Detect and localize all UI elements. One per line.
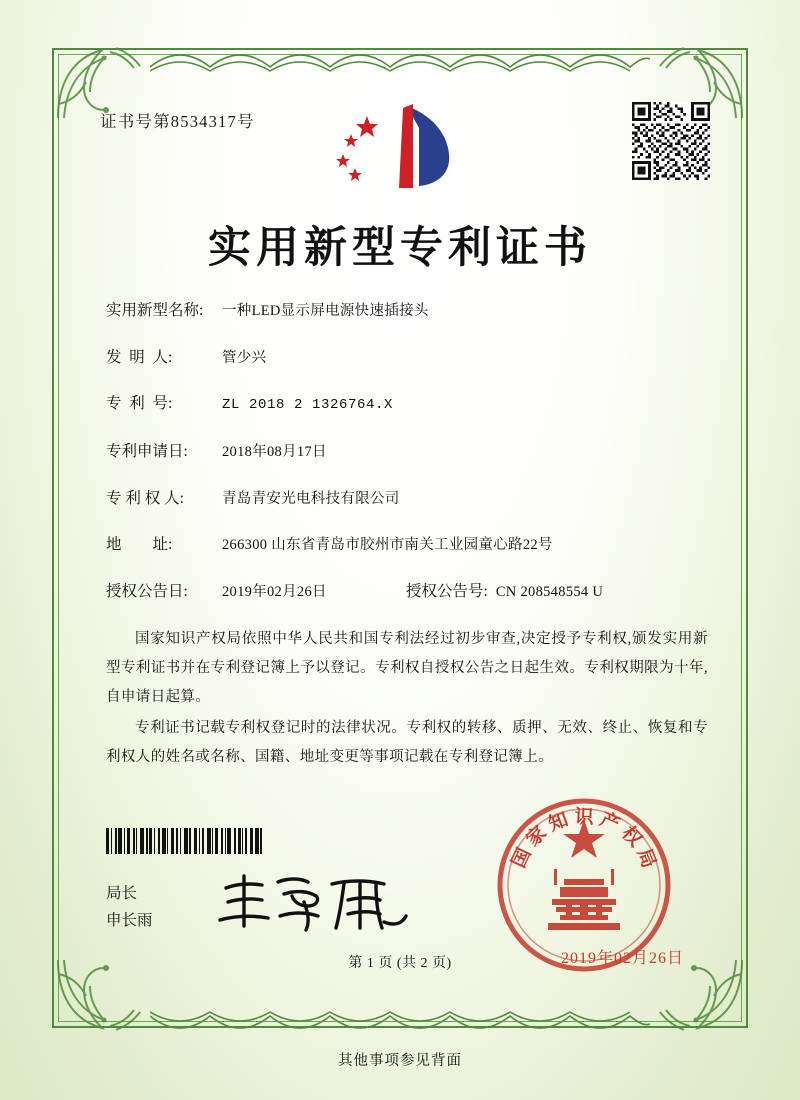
field-value: 管少兴 (222, 349, 267, 366)
barcode (106, 828, 331, 854)
qr-code (632, 102, 710, 180)
field-value: 一种LED显示屏电源快速插接头 (222, 303, 429, 319)
certificate-content (78, 80, 722, 1000)
field-value: 青岛青安光电科技有限公司 (222, 490, 400, 507)
field-row-inventor (106, 347, 712, 369)
page-number: 第 1 页 (共 2 页) (348, 956, 452, 971)
cnipa-patent-logo (315, 98, 485, 196)
field-list (106, 300, 712, 628)
field-label: 地 址: (106, 536, 173, 554)
field-row-patent-number (106, 393, 712, 416)
field-label: 实用新型名称: (106, 302, 204, 319)
field-row-patentee (106, 488, 712, 510)
grant-date-group (106, 581, 406, 603)
seal-date: 2019年02月26日 (560, 950, 684, 967)
director-signature (208, 868, 418, 938)
legal-paragraph-1: 国家知识产权局依照中华人民共和国专利法经过初步审查,决定授予专利权,颁发实用新型专利证书并在专利登记簿上予以登记。专利权自授权公告之日起生效。专利权期限为十年,自申请日起算。 (106, 631, 708, 705)
field-value: 266300 山东省青岛市胶州市南关工业园童心路22号 (222, 537, 553, 554)
field-label: 专 利 号: (106, 395, 173, 413)
field-row-application-date (106, 441, 712, 463)
signature-block (106, 880, 153, 934)
field-value: ZL 2018 2 1326764.X (222, 397, 394, 414)
border-ornament-top (150, 47, 650, 73)
field-row-utility-model-name (106, 300, 712, 322)
field-label: 专利申请日: (106, 442, 188, 460)
field-row-address (106, 534, 712, 556)
field-label: 授权公告号: (406, 583, 488, 601)
footer-note: 其他事项参见背面 (338, 1053, 462, 1069)
field-row-grant-announcement (106, 581, 712, 603)
grant-number-group (406, 581, 603, 603)
legal-text (106, 625, 708, 774)
signature-name: 申长雨 (106, 912, 153, 930)
legal-paragraph-2: 专利证书记载专利权登记时的法律状况。专利权的转移、质押、无效、终止、恢复和专利权人的姓名或名称、国籍、地址变更等事项记载在专利登记簿上。 (106, 720, 708, 765)
page-title: 实用新型专利证书 (208, 223, 592, 273)
certificate-number: 证书号第8534317号 (100, 112, 255, 131)
signature-role: 局长 (106, 885, 138, 902)
field-value: 2019年02月26日 (222, 584, 327, 601)
field-value: 2018年08月17日 (222, 443, 327, 460)
field-label: 发 明 人: (106, 348, 173, 366)
field-label: 专 利 权 人: (106, 489, 184, 507)
field-value: CN 208548554 U (495, 584, 604, 601)
field-label: 授权公告日: (106, 583, 188, 601)
svg-text:国家知识产权局: 国家知识产权局 (507, 805, 663, 876)
border-ornament-bottom (150, 1010, 650, 1036)
